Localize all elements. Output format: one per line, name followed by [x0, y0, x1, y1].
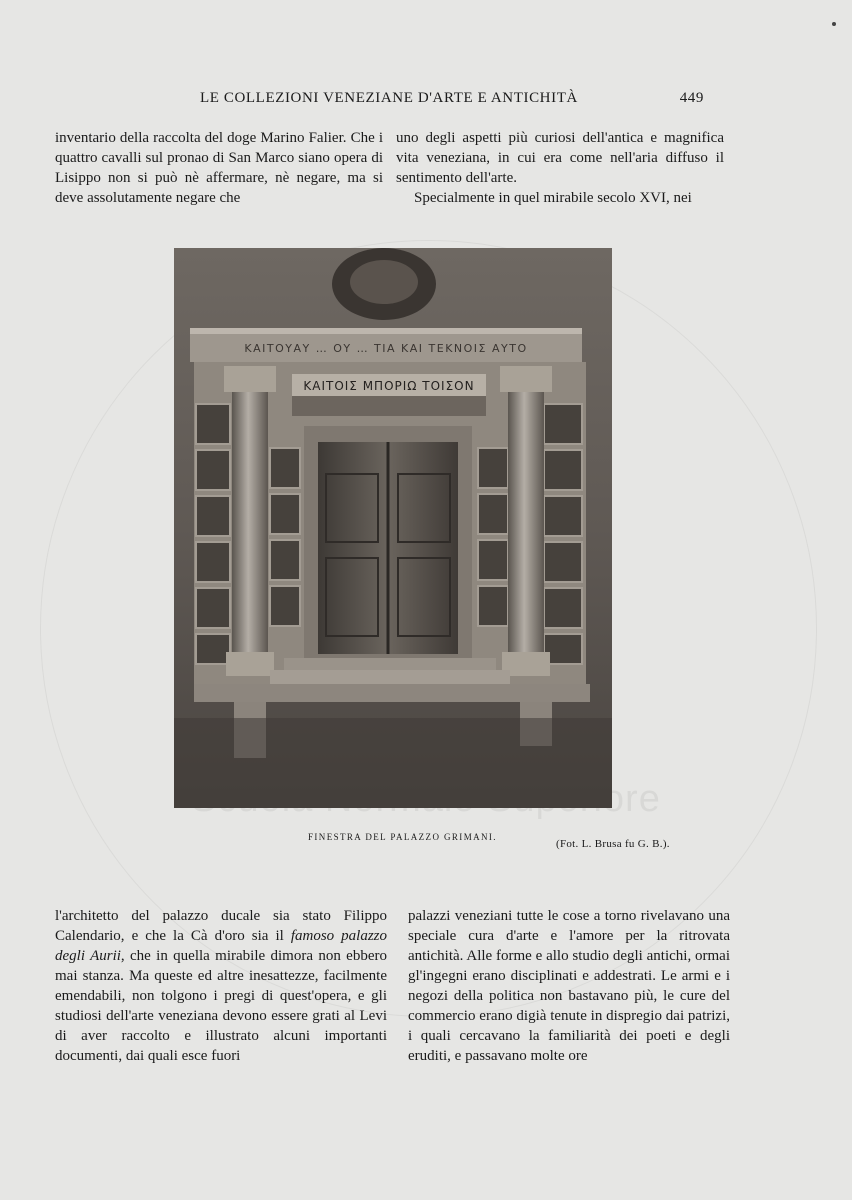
paragraph: palazzi veneziani tutte le cose a torno rivelavano una speciale cura d'arte e l'amore per la ritrovata antichità. Alle forme e allo studio degli antichi, ormai gl'ingegni erano disciplinati e addestrati. Le armi e i negozi della politica non bastavano più, le cure del commercio erano digià tenute in dispregio dai patrizi, i quali cercavano la familiarità dei poeti e degli eruditi, e passavano molte ore [408, 908, 730, 1064]
photo-credit: (Fot. L. Brusa fu G. B.). [556, 838, 670, 850]
text-column-top-left [55, 128, 383, 208]
paragraph: inventario della raccolta del doge Marino Falier. Che i quattro cavalli sul pronao di San Marco siano opera di Lisippo non si può nè affermare, nè negare, ma si deve assolutamente negare che [55, 130, 383, 206]
text-run: l'architetto del palazzo ducale sia stato Filippo Calendario, e che la Cà d'oro sia il [55, 908, 387, 944]
figure-caption: FINESTRA DEL PALAZZO GRIMANI. [308, 832, 497, 842]
running-title: LE COLLEZIONI VENEZIANE D'ARTE E ANTICHITÀ [200, 90, 578, 106]
text-column-bottom-left [55, 906, 387, 1066]
paragraph [55, 906, 387, 1066]
text-run: , che in quella mirabile dimora non ebbero mai stanza. Ma queste ed altre inesattezze, facilmente emendabili, non tolgono i pregi di quest'opera, e gli studiosi dell'arte veneziana devono essere grati al Levi di aver raccolto e illustrato alcuni importanti documenti, dai quali esce fuori [55, 948, 387, 1064]
paragraph: Specialmente in quel mirabile secolo XVI, nei [414, 190, 692, 206]
page-number: 449 [679, 90, 704, 106]
inscription-top: ΚΑΙΤΟΥΑΥ … ΟΥ … ΤΙΑ ΚΑΙ ΤΕΚΝΟΙΣ ΑΥΤΟ [244, 342, 528, 355]
page-speck [832, 22, 836, 26]
page-header [56, 90, 716, 112]
italic-title: famoso palazzo degli Aurii [55, 928, 388, 964]
window-photograph [174, 248, 612, 808]
inscription-panel: ΚΑΙΤΟΙΣ ΜΠΟΡΙΩ ΤΟΙΣΟΝ [303, 379, 475, 393]
window-photograph-drawing [174, 248, 612, 808]
text-column-top-right [396, 128, 724, 208]
text-column-bottom-right [408, 906, 730, 1066]
paragraph: uno degli aspetti più curiosi dell'antica e magnifica vita veneziana, in cui era come nell'aria diffuso il sentimento dell'arte. [396, 130, 724, 186]
